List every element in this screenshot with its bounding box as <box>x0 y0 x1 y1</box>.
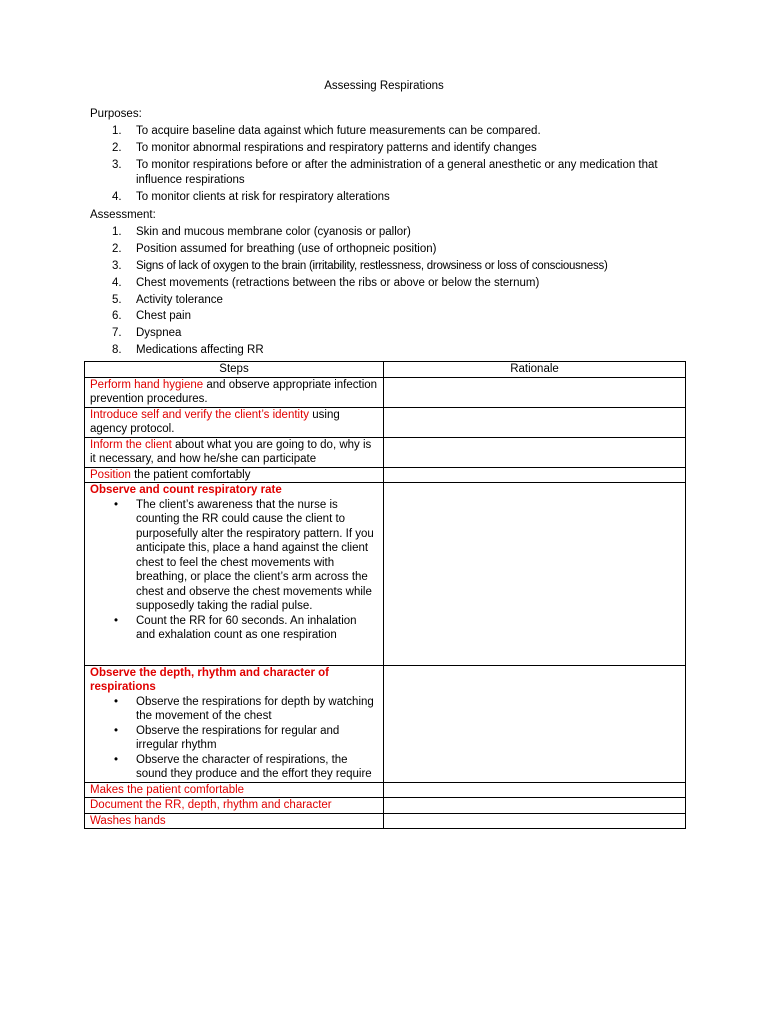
step-heading: Observe and count respiratory rate <box>90 484 282 496</box>
rationale-cell <box>384 407 686 437</box>
rationale-cell <box>384 467 686 483</box>
step-cell: Washes hands <box>85 813 384 829</box>
list-item: 4. To monitor clients at risk for respiratory alterations <box>112 190 390 203</box>
table-row <box>85 483 686 666</box>
steps-table <box>84 361 686 829</box>
step-cell: Perform hand hygiene and observe appropriate infection prevention procedures. <box>85 377 384 407</box>
rationale-cell <box>384 782 686 798</box>
table-row <box>85 782 686 798</box>
rationale-column-header: Rationale <box>384 362 686 378</box>
step-bullets <box>90 695 378 782</box>
table-row <box>85 665 686 782</box>
step-cell: Document the RR, depth, rhythm and character <box>85 798 384 814</box>
list-item: • Count the RR for 60 seconds. An inhalation and exhalation count as one respiration <box>90 614 378 643</box>
list-item: 2. Position assumed for breathing (use of orthopneic position) <box>112 242 437 255</box>
list-item: • Observe the respirations for depth by watching the movement of the chest <box>90 695 378 724</box>
step-heading: Observe the depth, rhythm and character of respirations <box>90 666 330 693</box>
rationale-cell <box>384 483 686 666</box>
rationale-cell <box>384 798 686 814</box>
step-cell <box>85 665 384 782</box>
list-item: 6. Chest pain <box>112 310 191 323</box>
list-item: 8. Medications affecting RR <box>112 344 264 357</box>
list-item: 3. To monitor respirations before or after the administration of a general anesthetic or any medication that influence respirations <box>112 159 658 186</box>
purposes-list <box>112 124 712 207</box>
list-item: 1. To acquire baseline data against which future measurements can be compared. <box>112 125 541 137</box>
list-item: 1. Skin and mucous membrane color (cyanosis or pallor) <box>112 226 411 238</box>
list-item: 4. Chest movements (retractions between the ribs or above or below the sternum) <box>112 276 540 289</box>
rationale-cell <box>384 437 686 467</box>
purposes-heading: Purposes: <box>90 108 142 120</box>
table-row <box>85 407 686 437</box>
table-row <box>85 467 686 483</box>
rationale-cell <box>384 665 686 782</box>
list-item: • Observe the character of respirations, the sound they produce and the effort they require <box>90 753 378 782</box>
list-item: • Observe the respirations for regular and irregular rhythm <box>90 724 378 753</box>
step-bullets <box>90 498 378 643</box>
table-header-row <box>85 362 686 378</box>
list-item: 5. Activity tolerance <box>112 293 223 306</box>
assessment-list <box>112 225 692 360</box>
step-cell: Inform the client about what you are going to do, why is it necessary, and how he/she can participate <box>85 437 384 467</box>
table-row <box>85 798 686 814</box>
steps-column-header: Steps <box>85 362 384 378</box>
table-row <box>85 437 686 467</box>
rationale-cell <box>384 377 686 407</box>
rationale-cell <box>384 813 686 829</box>
list-item: 2. To monitor abnormal respirations and respiratory patterns and identify changes <box>112 142 537 154</box>
step-cell: Makes the patient comfortable <box>85 782 384 798</box>
assessment-heading: Assessment: <box>90 209 156 221</box>
step-cell: Position the patient comfortably <box>85 467 384 483</box>
table-row <box>85 377 686 407</box>
list-item: • The client’s awareness that the nurse is counting the RR could cause the client to purposefully alter the respiratory pattern. If you anticipate this, place a hand against the client chest to feel the chest movements with breathing, or place the client’s arm across the chest and observe the chest movements while supposedly taking the radial pulse. <box>90 498 378 614</box>
step-cell: Introduce self and verify the client’s identity using agency protocol. <box>85 407 384 437</box>
list-item: 7. Dyspnea <box>112 327 182 340</box>
step-cell <box>85 483 384 666</box>
table-row <box>85 813 686 829</box>
document-title: Assessing Respirations <box>324 80 444 92</box>
list-item: 3. Signs of lack of oxygen to the brain (irritability, restlessness, drowsiness or loss of consciousness) <box>112 259 608 272</box>
